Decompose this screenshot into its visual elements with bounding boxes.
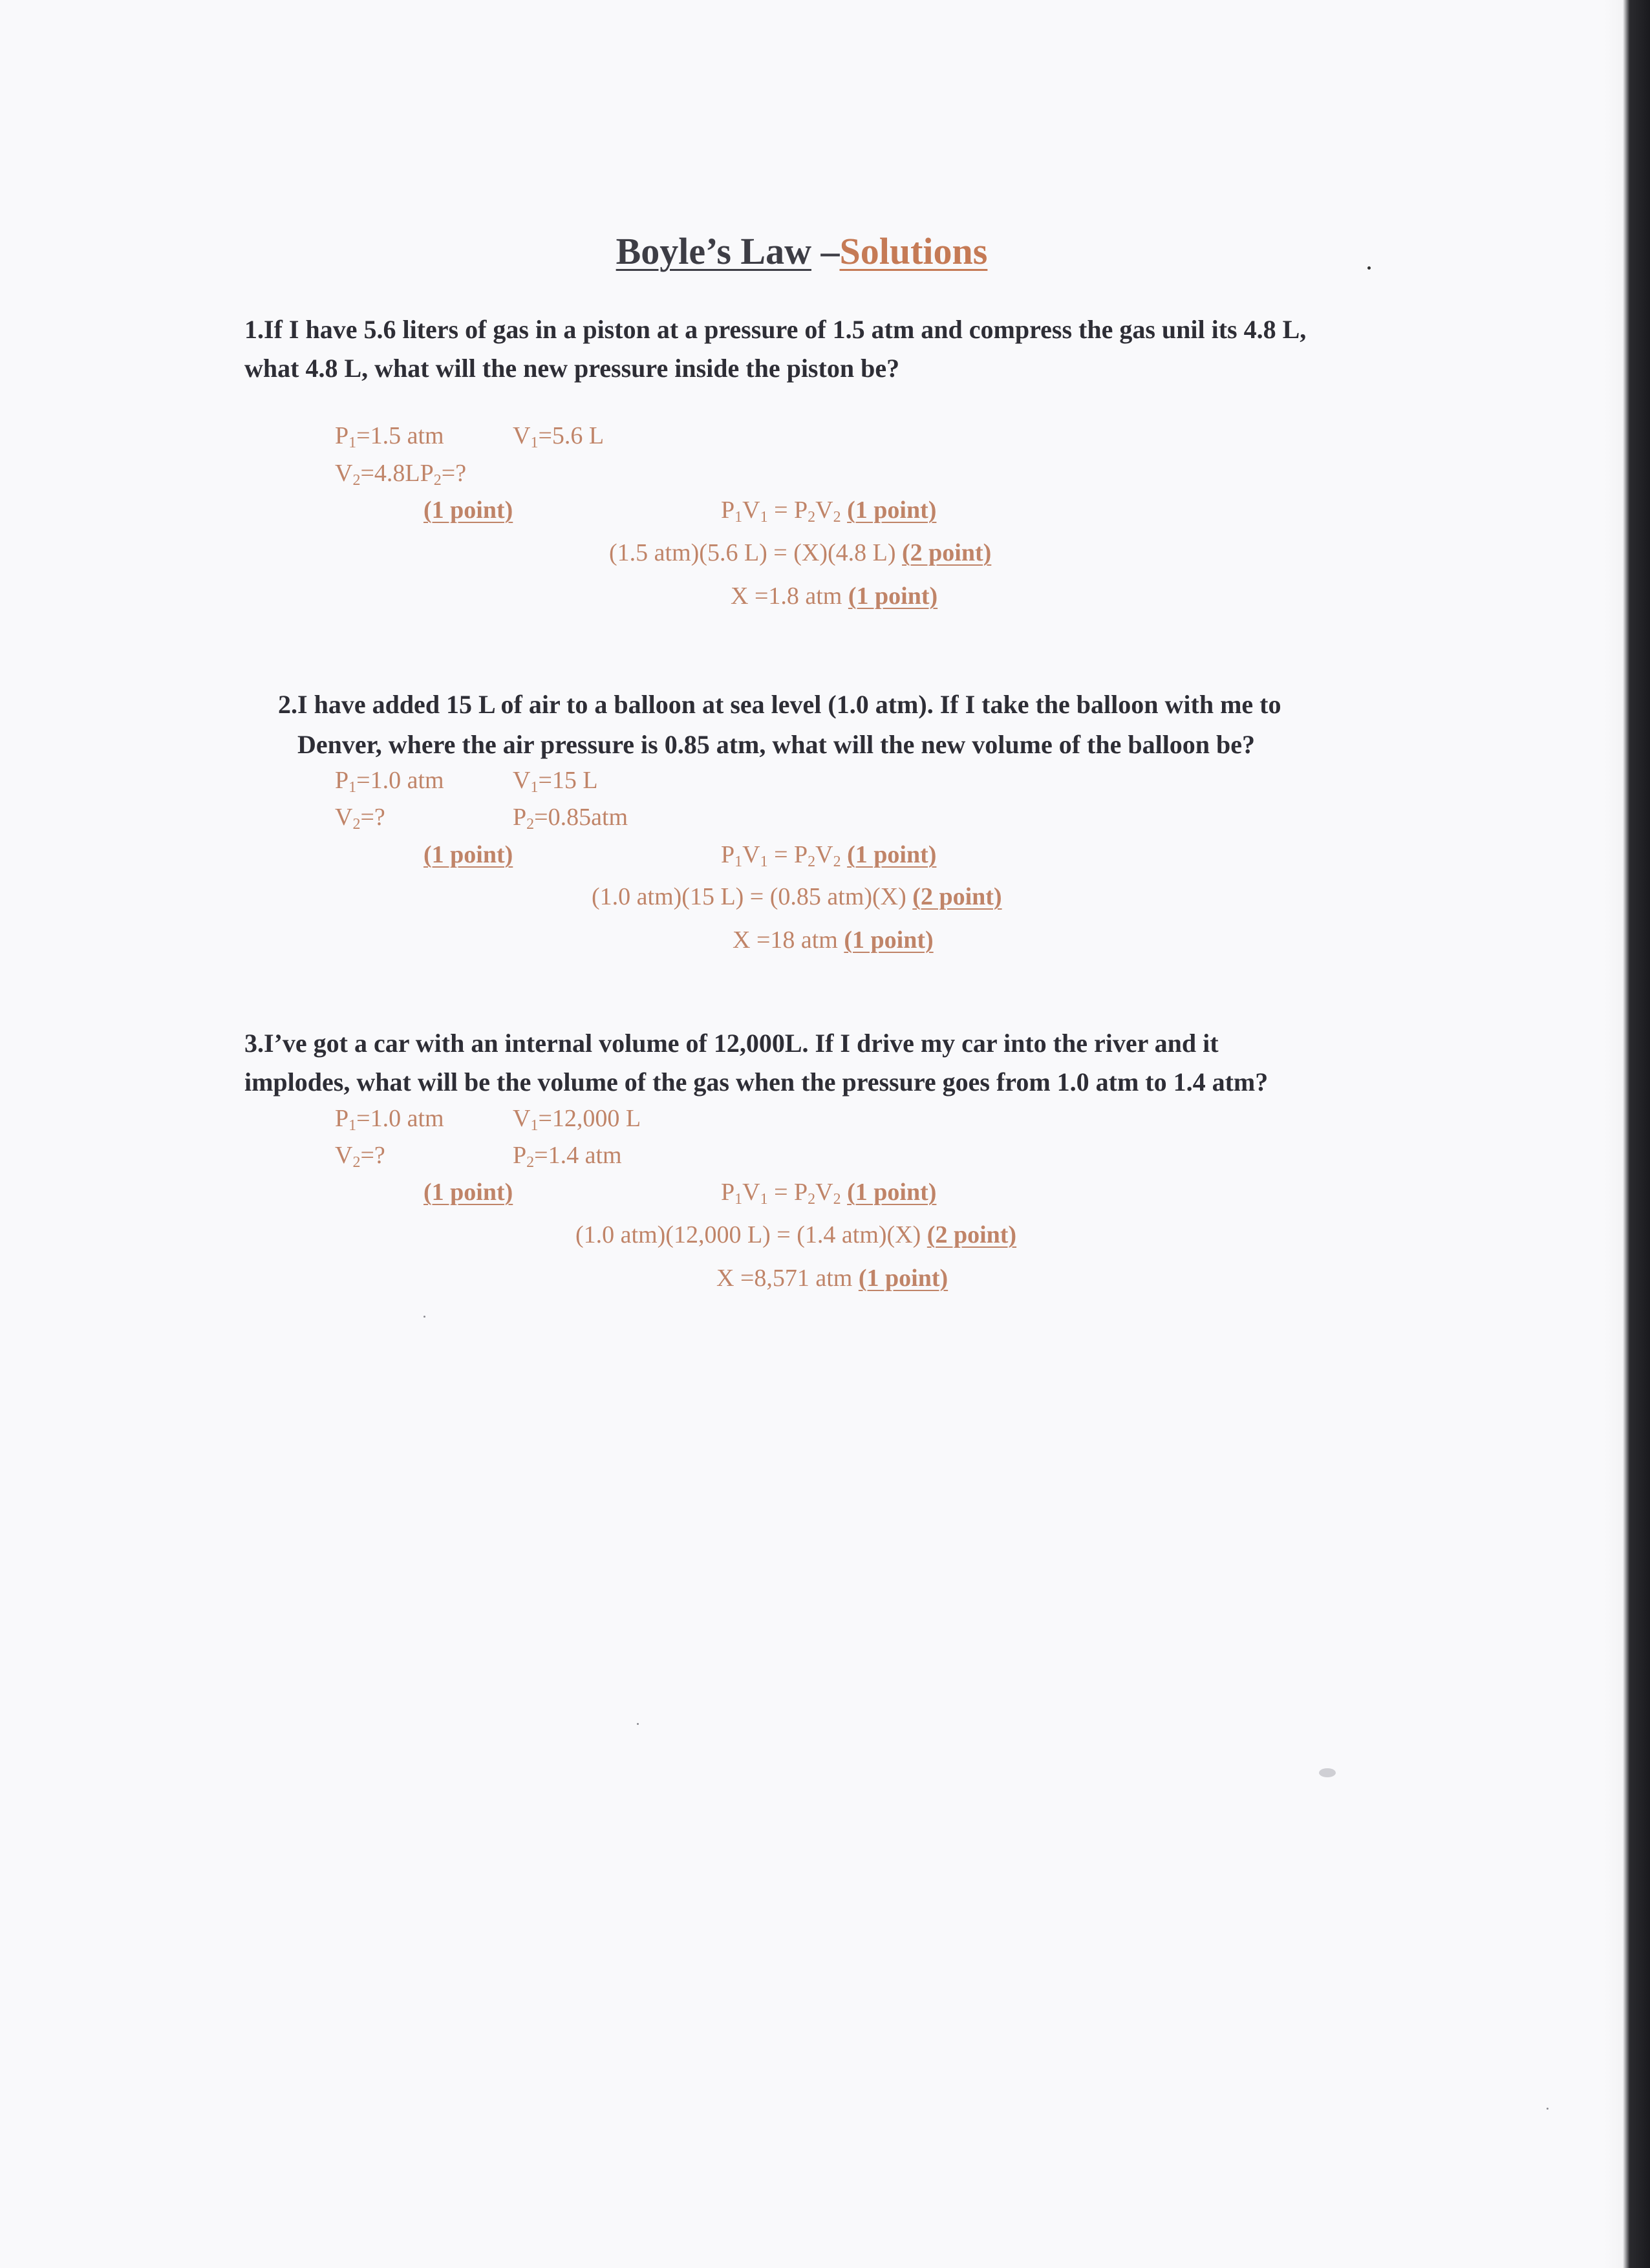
problem-1-question-line-2: what 4.8 L, what will the new pressure inside the piston be? [244,354,900,383]
scan-border [1605,0,1650,2268]
problem-3-law: $P_1V_1 = P_2V_2$ (1 point) [721,1179,937,1208]
problem-1-question-line-1: 1.If I have 5.6 liters of gas in a piston at a pressure of 1.5 atm and compress the gas unil its 4.8 L, [244,315,1307,344]
problem-3-equation: (1.0 atm)(12,000 L) = (1.4 atm)(X) (2 point) [575,1221,1017,1248]
problem-2-law: $P_1V_1 = P_2V_2$ (1 point) [721,841,937,870]
problem-1-equation: (1.5 atm)(5.6 L) = (X)(4.8 L) (2 point) [609,539,992,566]
problem-1-given-v2-p2: $V_2=4.8LP_2=$? [335,460,467,489]
scan-speck [637,1723,639,1725]
problem-3-given-v1: $V_1=12,000$ L [513,1105,641,1134]
problem-2-equation: (1.0 atm)(15 L) = (0.85 atm)(X) (2 point) [592,883,1002,910]
problem-1-law: $P_1V_1 = P_2V_2$ (1 point) [721,497,937,526]
title-dash: – [811,230,840,272]
scan-speck [1367,266,1371,270]
problem-3-question-line-2: implodes, what will be the volume of the gas when the pressure goes from 1.0 atm to 1.4 atm? [244,1067,1269,1097]
problem-2-points-left: (1 point) [423,841,513,868]
problem-2-question-line-2: Denver, where the air pressure is 0.85 atm, what will the new volume of the balloon be? [297,730,1256,759]
problem-3-given-p1: $P_1=1.0$ atm [335,1105,444,1134]
problem-3-given-v2: $V_2=$? [335,1142,385,1171]
scan-speck [1319,1768,1336,1777]
title-main: Boyle’s Law [616,230,811,272]
problem-3-question-line-1: 3.I’ve got a car with an internal volume of 12,000L. If I drive my car into the river and it [244,1029,1219,1058]
problem-1-points-left: (1 point) [423,497,513,524]
problem-3-points-left: (1 point) [423,1179,513,1206]
problem-1-answer: X =1.8 atm (1 point) [731,583,938,610]
problem-3-answer: X =8,571 atm (1 point) [716,1265,948,1292]
problem-2-question-line-1: 2.I have added 15 L of air to a balloon at sea level (1.0 atm). If I take the balloon with me to [278,690,1281,719]
problem-2-given-p2: $P_2=0.85atm$ [513,804,628,833]
scan-speck [1547,2108,1548,2110]
title-solutions: Solutions [839,230,988,272]
problem-2-answer: X =18 atm (1 point) [733,926,934,954]
problem-2-given-p1: $P_1=1.0$ atm [335,767,444,796]
problem-2-given-v1: $V_1=15$ L [513,767,598,796]
problem-3-given-p2: $P_2=1.4$ atm [513,1142,622,1171]
page-title [0,230,1603,273]
problem-1-given-p1: $P_1=1.5$ atm [335,422,444,451]
problem-2-given-v2: $V_2=$? [335,804,385,833]
scan-speck [423,1316,425,1318]
problem-1-given-v1: $V_1=5.6$ L [513,422,605,451]
